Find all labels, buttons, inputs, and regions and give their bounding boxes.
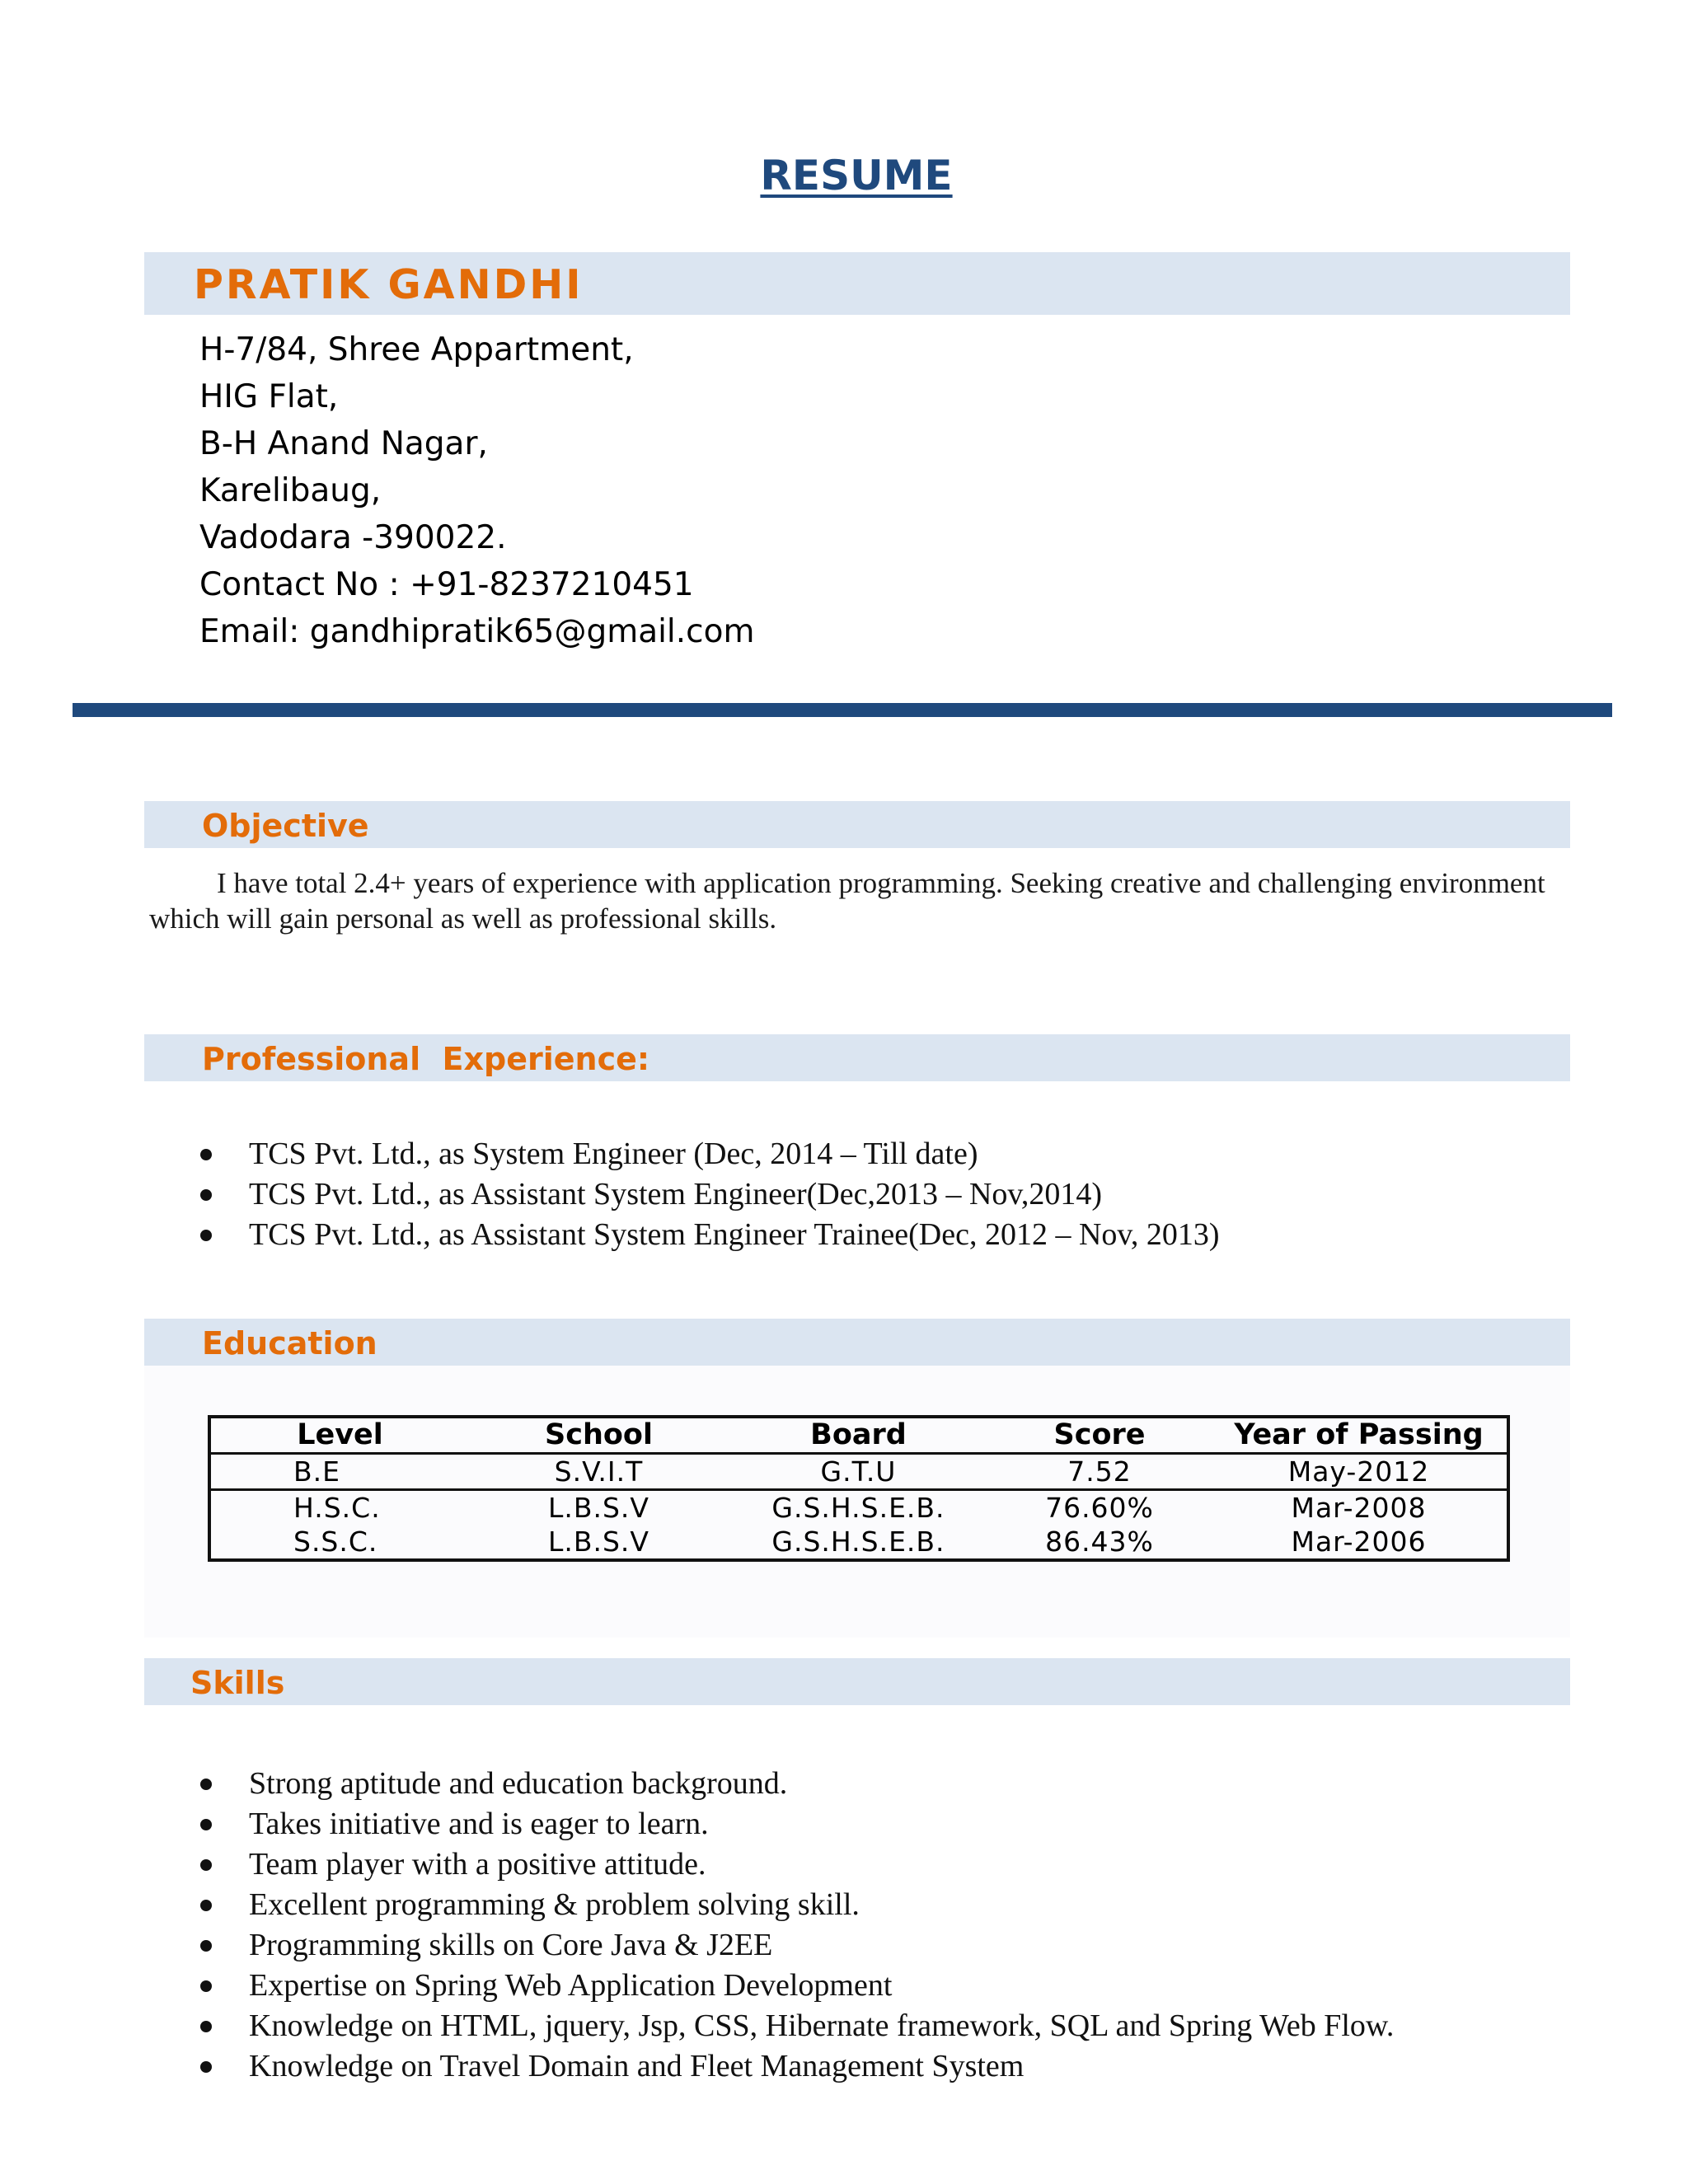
cell-score: 86.43%	[1045, 1526, 1154, 1558]
cell-school: L.B.S.V	[547, 1526, 649, 1558]
skill-item: Takes initiative and is eager to learn.	[0, 1804, 1394, 1844]
cell-year: Mar-2006	[1291, 1526, 1427, 1558]
contact-number: Contact No : +91-8237210451	[199, 566, 694, 603]
cell-board: G.S.H.S.E.B.	[771, 1492, 945, 1524]
skill-item: Team player with a positive attitude.	[0, 1844, 1394, 1885]
resume-title	[0, 147, 1688, 204]
skill-item: Strong aptitude and education background.	[0, 1764, 1394, 1804]
table-header-row	[209, 1417, 1508, 1454]
cell-board: G.S.H.S.E.B.	[771, 1526, 945, 1558]
objective-heading: Objective	[202, 808, 369, 844]
cell-level: B.E	[209, 1454, 469, 1490]
column-header-year: Year of Passing	[1211, 1417, 1508, 1454]
cell-school: L.B.S.V	[547, 1492, 649, 1524]
cell-board: G.T.U	[729, 1454, 988, 1490]
cell-level: H.S.C.	[293, 1492, 381, 1524]
skill-item: Knowledge on Travel Domain and Fleet Management System	[0, 2046, 1394, 2087]
education-band	[144, 1319, 1570, 1366]
education-table	[208, 1415, 1510, 1562]
name-band	[144, 252, 1570, 315]
experience-item: TCS Pvt. Ltd., as Assistant System Engineer(Dec,2013 – Nov,2014)	[0, 1174, 1220, 1215]
resume-title-text: RESUME	[760, 152, 953, 199]
address-line: H-7/84, Shree Appartment,	[199, 331, 634, 368]
experience-item: TCS Pvt. Ltd., as System Engineer (Dec, 2014 – Till date)	[0, 1134, 1220, 1174]
objective-band	[144, 801, 1570, 848]
skill-item: Knowledge on HTML, jquery, Jsp, CSS, Hibernate framework, SQL and Spring Web Flow.	[0, 2006, 1394, 2046]
contact-block	[199, 326, 754, 655]
skills-heading: Skills	[190, 1665, 285, 1701]
column-header-level: Level	[209, 1417, 469, 1454]
objective-text: I have total 2.4+ years of experience with application programming. Seeking creative and challenging environment which will gain personal as well as professional skills.	[149, 867, 1545, 935]
table-row	[209, 1525, 1508, 1560]
cell-level: S.S.C.	[293, 1526, 378, 1558]
skill-item: Excellent programming & problem solving skill.	[0, 1885, 1394, 1925]
address-line: HIG Flat,	[199, 378, 339, 415]
column-header-school: School	[469, 1417, 729, 1454]
column-header-score: Score	[988, 1417, 1211, 1454]
cell-score: 7.52	[988, 1454, 1211, 1490]
experience-heading: Professional Experience:	[202, 1041, 650, 1077]
email-address: Email: gandhipratik65@gmail.com	[199, 613, 755, 650]
column-header-board: Board	[729, 1417, 988, 1454]
address-line: B-H Anand Nagar,	[199, 425, 488, 462]
address-line: Vadodara -390022.	[199, 519, 507, 556]
skill-item: Programming skills on Core Java & J2EE	[0, 1925, 1394, 1966]
header-divider	[73, 703, 1612, 717]
experience-list	[0, 1134, 1220, 1255]
cell-school: S.V.I.T	[469, 1454, 729, 1490]
table-row	[209, 1454, 1508, 1490]
cell-score: 76.60%	[1045, 1492, 1154, 1524]
skills-band	[144, 1658, 1570, 1705]
address-line: Karelibaug,	[199, 472, 382, 509]
table-row	[209, 1490, 1508, 1526]
skill-item: Expertise on Spring Web Application Development	[0, 1966, 1394, 2006]
education-heading: Education	[202, 1325, 377, 1361]
skills-list	[0, 1764, 1394, 2087]
candidate-name: PRATIK GANDHI	[194, 261, 584, 308]
experience-item: TCS Pvt. Ltd., as Assistant System Engineer Trainee(Dec, 2012 – Nov, 2013)	[0, 1215, 1220, 1255]
cell-year: Mar-2008	[1291, 1492, 1427, 1524]
experience-band	[144, 1034, 1570, 1081]
cell-year: May-2012	[1211, 1454, 1508, 1490]
